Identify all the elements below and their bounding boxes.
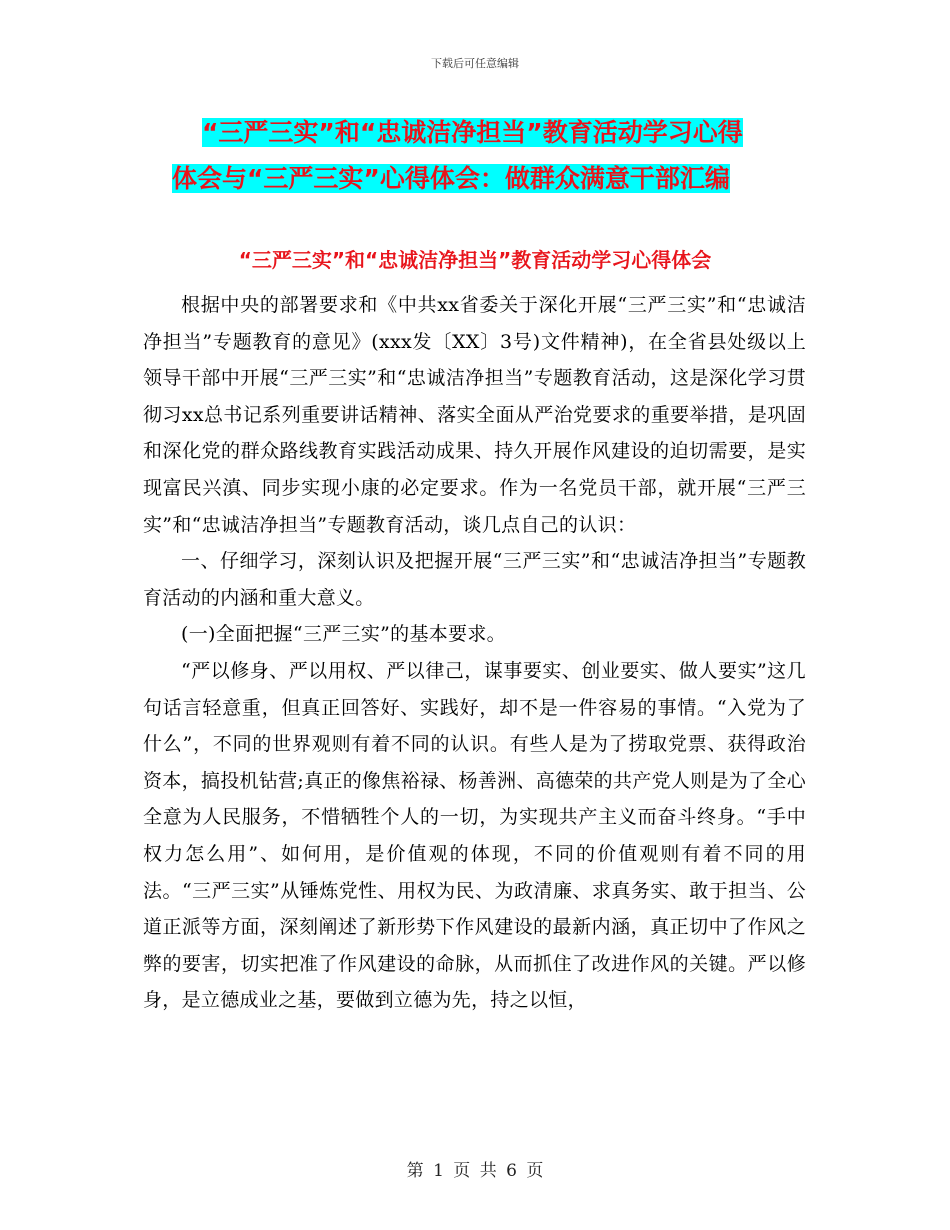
- title-line-2: 体会与“三严三实”心得体会：做群众满意干部汇编: [172, 164, 730, 193]
- paragraph: “严以修身、严以用权、严以律己，谋事要实、创业要实、做人要实”这几句话言轻意重，但真正回答好、实践好，却不是一件容易的事情。“入党为了什么”，不同的世界观则有着不同的认识。有些人是为了捞取党票、获得政治资本，搞投机钻营;真正的像焦裕禄、杨善洲、高德荣的共产党人则是为了全心全意为人民服务，不惜牺牲个人的一切，为实现共产主义而奋斗终身。“手中权力怎么用”、如何用，是价值观的体现，不同的价值观则有着不同的用法。“三严三实”从锤炼党性、用权为民、为政清廉、求真务实、敢于担当、公道正派等方面，深刻阐述了新形势下作风建设的最新内涵，真正切中了作风之弊的要害，切实把准了作风建设的命脉，从而抓住了改进作风的关键。严以修身，是立德成业之基，要做到立德为先，持之以恒，: [143, 659, 806, 1012]
- document-title: [172, 110, 812, 202]
- page-header-note: 下载后可任意编辑: [431, 57, 519, 70]
- body-text: [143, 287, 806, 1019]
- section-heading: “三严三实”和“忠诚洁净担当”教育活动学习心得体会: [238, 248, 712, 272]
- paragraph: (一)全面把握“三严三实”的基本要求。: [181, 623, 506, 646]
- title-line-1: “三严三实”和“忠诚洁净担当”教育活动学习心得: [202, 118, 743, 147]
- page-number-footer: 第 1 页 共 6 页: [406, 1161, 544, 1181]
- paragraph: 根据中央的部署要求和《中共xx省委关于深化开展“三严三实”和“忠诚洁净担当”专题教育的意见》(xxx发〔XX〕3号)文件精神)，在全省县处级以上领导干部中开展“三严三实”和“忠诚洁净担当”专题教育活动，这是深化学习贯彻习xx总书记系列重要讲话精神、落实全面从严治党要求的重要举措，是巩固和深化党的群众路线教育实践活动成果、持久开展作风建设的迫切需要，是实现富民兴滇、同步实现小康的必定要求。作为一名党员干部，就开展“三严三实”和“忠诚洁净担当”专题教育活动，谈几点自己的认识：: [143, 294, 806, 536]
- paragraph: 一、仔细学习，深刻认识及把握开展“三严三实”和“忠诚洁净担当”专题教育活动的内涵和重大意义。: [143, 550, 806, 609]
